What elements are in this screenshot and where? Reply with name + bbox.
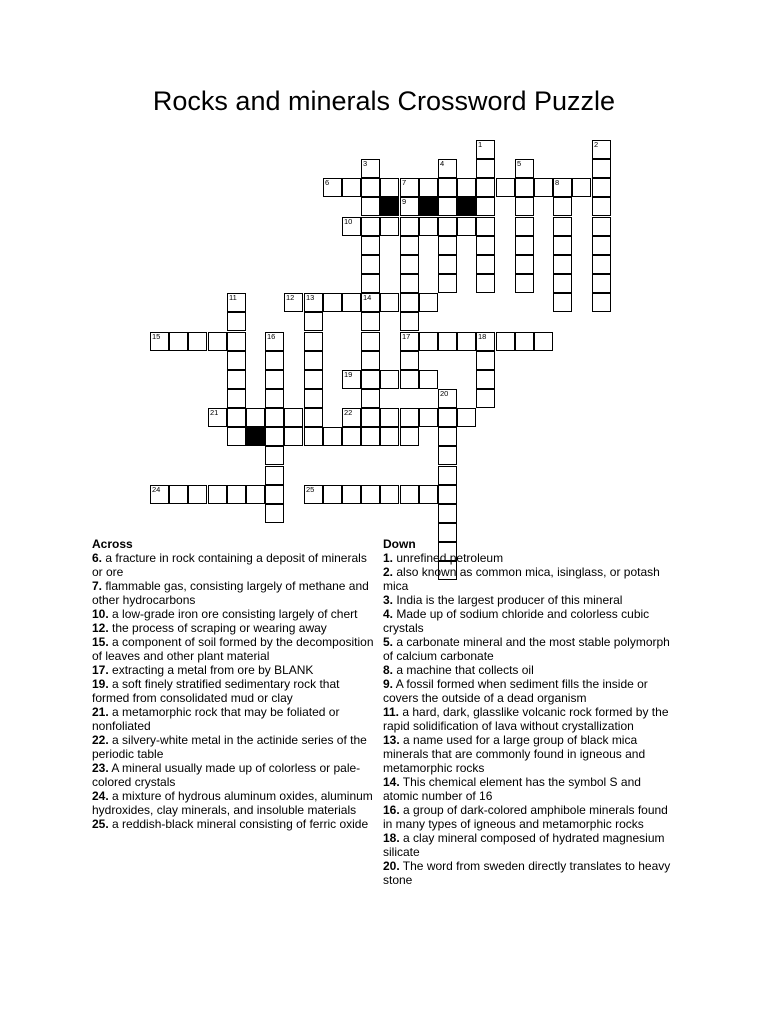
clue-number: 20 [440, 389, 449, 398]
clue-number: 13. [383, 733, 400, 747]
grid-cell[interactable] [592, 140, 611, 159]
grid-cell[interactable] [361, 236, 380, 255]
grid-cell[interactable] [457, 408, 476, 427]
down-clue [383, 663, 679, 677]
clue-text: a carbonate mineral and the most stable polymorph of calcium carbonate [383, 635, 670, 663]
down-clue [383, 831, 679, 859]
clue-text: unrefined petroleum [393, 551, 504, 565]
clue-number: 12 [286, 293, 295, 302]
grid-cell[interactable] [380, 217, 399, 236]
down-clue [383, 677, 679, 705]
grid-cell[interactable] [438, 485, 457, 504]
grid-cell[interactable] [284, 293, 303, 312]
grid-cell[interactable] [304, 485, 323, 504]
grid-cell[interactable] [323, 485, 342, 504]
clue-number: 6 [325, 178, 330, 187]
grid-cell[interactable] [342, 178, 361, 197]
grid-cell[interactable] [400, 312, 419, 331]
clue-number: 16 [267, 332, 276, 341]
grid-cell[interactable] [400, 485, 419, 504]
black-square [419, 197, 438, 216]
grid-cell[interactable] [476, 370, 495, 389]
down-clue [383, 607, 679, 635]
grid-cell[interactable] [342, 427, 361, 446]
clue-text: a silvery-white metal in the actinide series of the periodic table [92, 733, 367, 761]
grid-cell[interactable] [361, 159, 380, 178]
clue-text: a group of dark-colored amphibole minerals found in many types of igneous and metamorphic rocks [383, 803, 668, 831]
grid-cell[interactable] [380, 408, 399, 427]
grid-cell[interactable] [515, 274, 534, 293]
clue-number: 25. [92, 817, 109, 831]
grid-cell[interactable] [227, 408, 246, 427]
across-clue [92, 817, 377, 831]
grid-cell[interactable] [265, 389, 284, 408]
grid-cell[interactable] [380, 370, 399, 389]
grid-cell[interactable] [208, 408, 227, 427]
grid-cell[interactable] [515, 197, 534, 216]
clue-number: 8. [383, 663, 394, 677]
grid-cell[interactable] [380, 178, 399, 197]
clue-number: 22. [92, 733, 109, 747]
grid-cell[interactable] [380, 485, 399, 504]
grid-cell[interactable] [400, 332, 419, 351]
grid-cell[interactable] [323, 427, 342, 446]
grid-cell[interactable] [438, 274, 457, 293]
grid-cell[interactable] [227, 332, 246, 351]
clue-text: a mixture of hydrous aluminum oxides, aluminum hydroxides, clay minerals, and insoluble materials [92, 789, 373, 817]
grid-cell[interactable] [438, 427, 457, 446]
grid-cell[interactable] [553, 236, 572, 255]
clue-number: 11. [383, 705, 400, 719]
clue-number: 8 [555, 178, 560, 187]
black-square [380, 197, 399, 216]
grid-cell[interactable] [265, 466, 284, 485]
grid-cell[interactable] [476, 389, 495, 408]
grid-cell[interactable] [419, 485, 438, 504]
clue-number: 9. [383, 677, 394, 691]
clue-text: a component of soil formed by the decomposition of leaves and other plant material [92, 635, 374, 663]
grid-cell[interactable] [246, 485, 265, 504]
grid-cell[interactable] [476, 274, 495, 293]
clue-number: 16. [383, 803, 400, 817]
grid-cell[interactable] [476, 255, 495, 274]
grid-cell[interactable] [188, 485, 207, 504]
grid-cell[interactable] [227, 312, 246, 331]
clue-number: 4. [383, 607, 394, 621]
clue-number: 18 [478, 332, 487, 341]
grid-cell[interactable] [419, 370, 438, 389]
grid-cell[interactable] [400, 178, 419, 197]
grid-cell[interactable] [496, 178, 515, 197]
grid-cell[interactable] [400, 408, 419, 427]
black-square [457, 197, 476, 216]
clue-text: A fossil formed when sediment fills the inside or covers the outside of a dead organism [383, 677, 648, 705]
clue-text: a machine that collects oil [393, 663, 534, 677]
clue-number: 15. [92, 635, 109, 649]
clue-number: 15 [152, 332, 161, 341]
grid-cell[interactable] [188, 332, 207, 351]
grid-cell[interactable] [361, 485, 380, 504]
grid-cell[interactable] [534, 332, 553, 351]
grid-cell[interactable] [150, 485, 169, 504]
grid-cell[interactable] [592, 236, 611, 255]
clue-number: 5. [383, 635, 394, 649]
clue-number: 21. [92, 705, 109, 719]
grid-cell[interactable] [227, 427, 246, 446]
grid-cell[interactable] [361, 312, 380, 331]
grid-cell[interactable] [438, 217, 457, 236]
clue-number: 23. [92, 761, 109, 775]
across-heading: Across [92, 537, 133, 551]
down-clue [383, 565, 679, 593]
across-clue [92, 551, 377, 579]
grid-cell[interactable] [208, 485, 227, 504]
clue-text: a low-grade iron ore consisting largely of chert [108, 607, 358, 621]
grid-cell[interactable] [592, 217, 611, 236]
grid-cell[interactable] [342, 370, 361, 389]
grid-cell[interactable] [265, 446, 284, 465]
down-clue [383, 551, 679, 565]
clue-number: 25 [306, 485, 315, 494]
clue-number: 17 [402, 332, 411, 341]
grid-cell[interactable] [361, 178, 380, 197]
across-clue [92, 761, 377, 789]
grid-cell[interactable] [419, 408, 438, 427]
clue-text: flammable gas, consisting largely of methane and other hydrocarbons [92, 579, 369, 607]
grid-cell[interactable] [400, 274, 419, 293]
grid-cell[interactable] [515, 236, 534, 255]
clue-number: 11 [229, 293, 237, 302]
grid-cell[interactable] [323, 178, 342, 197]
grid-cell[interactable] [553, 293, 572, 312]
grid-cell[interactable] [400, 351, 419, 370]
grid-cell[interactable] [227, 293, 246, 312]
grid-cell[interactable] [438, 178, 457, 197]
clue-text: A mineral usually made up of colorless or pale-colored crystals [92, 761, 361, 789]
grid-cell[interactable] [265, 427, 284, 446]
grid-cell[interactable] [553, 274, 572, 293]
down-clue [383, 593, 679, 607]
grid-cell[interactable] [515, 159, 534, 178]
grid-cell[interactable] [361, 197, 380, 216]
grid-cell[interactable] [361, 370, 380, 389]
grid-cell[interactable] [361, 408, 380, 427]
across-clue [92, 663, 377, 677]
clue-text: a name used for a large group of black mica minerals that are commonly found in igneous and metamorphic rocks [383, 733, 646, 775]
grid-cell[interactable] [304, 389, 323, 408]
grid-cell[interactable] [419, 178, 438, 197]
clue-number: 14. [383, 775, 400, 789]
grid-cell[interactable] [592, 178, 611, 197]
clue-text: India is the largest producer of this mineral [393, 593, 623, 607]
grid-cell[interactable] [265, 370, 284, 389]
grid-cell[interactable] [592, 197, 611, 216]
clue-number: 24. [92, 789, 109, 803]
grid-cell[interactable] [438, 236, 457, 255]
clue-number: 1. [383, 551, 394, 565]
grid-cell[interactable] [342, 293, 361, 312]
page-title: Rocks and minerals Crossword Puzzle [152, 86, 616, 116]
clue-text: a fracture in rock containing a deposit of minerals or ore [92, 551, 367, 579]
grid-cell[interactable] [572, 178, 591, 197]
grid-cell[interactable] [476, 217, 495, 236]
clue-number: 9 [402, 197, 407, 206]
grid-cell[interactable] [304, 293, 323, 312]
grid-cell[interactable] [380, 293, 399, 312]
grid-cell[interactable] [342, 217, 361, 236]
grid-cell[interactable] [265, 504, 284, 523]
grid-cell[interactable] [400, 370, 419, 389]
grid-cell[interactable] [227, 485, 246, 504]
grid-cell[interactable] [419, 217, 438, 236]
grid-cell[interactable] [553, 255, 572, 274]
clue-number: 18. [383, 831, 400, 845]
grid-cell[interactable] [400, 293, 419, 312]
down-heading: Down [383, 537, 416, 551]
grid-cell[interactable] [515, 255, 534, 274]
clue-number: 3. [383, 593, 394, 607]
grid-cell[interactable] [553, 217, 572, 236]
grid-cell[interactable] [592, 159, 611, 178]
grid-cell[interactable] [515, 178, 534, 197]
across-clue [92, 733, 377, 761]
clue-number: 10. [92, 607, 109, 621]
grid-cell[interactable] [476, 140, 495, 159]
grid-cell[interactable] [438, 504, 457, 523]
grid-cell[interactable] [342, 408, 361, 427]
clue-number: 7 [402, 178, 407, 187]
clue-text: the process of scraping or wearing away [108, 621, 327, 635]
grid-cell[interactable] [419, 293, 438, 312]
grid-cell[interactable] [304, 312, 323, 331]
clue-text: Made up of sodium chloride and colorless cubic crystals [383, 607, 650, 635]
grid-cell[interactable] [438, 197, 457, 216]
grid-cell[interactable] [476, 236, 495, 255]
grid-cell[interactable] [457, 332, 476, 351]
grid-cell[interactable] [304, 332, 323, 351]
down-clue [383, 803, 679, 831]
grid-cell[interactable] [284, 408, 303, 427]
grid-cell[interactable] [169, 485, 188, 504]
clue-number: 5 [517, 159, 522, 168]
clue-text: a metamorphic rock that may be foliated or nonfoliated [92, 705, 340, 733]
clue-text: a hard, dark, glasslike volcanic rock formed by the rapid solidification of lava without crystallization [383, 705, 669, 733]
grid-cell[interactable] [361, 332, 380, 351]
clue-number: 13 [306, 293, 315, 302]
clue-text: a soft finely stratified sedimentary rock that formed from consolidated mud or clay [92, 677, 340, 705]
grid-cell[interactable] [476, 178, 495, 197]
down-clue [383, 635, 679, 663]
grid-cell[interactable] [361, 217, 380, 236]
clue-number: 23 [248, 427, 257, 436]
grid-cell[interactable] [284, 427, 303, 446]
grid-cell[interactable] [227, 370, 246, 389]
clue-number: 6. [92, 551, 103, 565]
grid-cell[interactable] [553, 197, 572, 216]
clue-text: The word from sweden directly translates to heavy stone [383, 859, 671, 887]
grid-cell[interactable] [265, 485, 284, 504]
clue-number: 10 [344, 217, 353, 226]
clue-text: a reddish-black mineral consisting of ferric oxide [108, 817, 369, 831]
grid-cell[interactable] [400, 236, 419, 255]
clue-number: 19 [344, 370, 353, 379]
grid-cell[interactable] [419, 332, 438, 351]
grid-cell[interactable] [400, 217, 419, 236]
clue-number: 1 [478, 140, 483, 149]
clue-number: 24 [152, 485, 161, 494]
grid-cell[interactable] [438, 408, 457, 427]
grid-cell[interactable] [515, 332, 534, 351]
grid-cell[interactable] [400, 427, 419, 446]
clue-text: extracting a metal from ore by BLANK [108, 663, 314, 677]
grid-cell[interactable] [400, 255, 419, 274]
grid-cell[interactable] [342, 485, 361, 504]
grid-cell[interactable] [304, 351, 323, 370]
grid-cell[interactable] [438, 255, 457, 274]
grid-cell[interactable] [323, 293, 342, 312]
grid-cell[interactable] [592, 274, 611, 293]
clue-text: This chemical element has the symbol S and atomic number of 16 [383, 775, 641, 803]
grid-cell[interactable] [476, 332, 495, 351]
grid-cell[interactable] [265, 332, 284, 351]
grid-cell[interactable] [457, 217, 476, 236]
grid-cell[interactable] [438, 466, 457, 485]
grid-cell[interactable] [150, 332, 169, 351]
grid-cell[interactable] [476, 351, 495, 370]
clue-number: 2 [594, 140, 599, 149]
black-square [246, 427, 265, 446]
grid-cell[interactable] [380, 427, 399, 446]
clue-number: 17. [92, 663, 109, 677]
grid-cell[interactable] [400, 197, 419, 216]
across-clue [92, 705, 377, 733]
grid-cell[interactable] [496, 332, 515, 351]
grid-cell[interactable] [304, 370, 323, 389]
grid-cell[interactable] [361, 255, 380, 274]
across-clue [92, 607, 377, 621]
grid-cell[interactable] [592, 293, 611, 312]
grid-cell[interactable] [457, 178, 476, 197]
clue-number: 4 [440, 159, 445, 168]
grid-cell[interactable] [361, 351, 380, 370]
clue-number: 19. [92, 677, 109, 691]
grid-cell[interactable] [438, 332, 457, 351]
clue-number: 22 [344, 408, 353, 417]
grid-cell[interactable] [534, 178, 553, 197]
grid-cell[interactable] [169, 332, 188, 351]
grid-cell[interactable] [304, 427, 323, 446]
grid-cell[interactable] [361, 293, 380, 312]
grid-cell[interactable] [361, 389, 380, 408]
grid-cell[interactable] [265, 408, 284, 427]
grid-cell[interactable] [476, 197, 495, 216]
grid-cell[interactable] [476, 159, 495, 178]
clue-number: 2. [383, 565, 394, 579]
grid-cell[interactable] [361, 427, 380, 446]
grid-cell[interactable] [438, 446, 457, 465]
across-clue [92, 579, 377, 607]
clue-number: 20. [383, 859, 400, 873]
grid-cell[interactable] [438, 389, 457, 408]
clue-text: a clay mineral composed of hydrated magnesium silicate [383, 831, 665, 859]
grid-cell[interactable] [438, 159, 457, 178]
grid-cell[interactable] [208, 332, 227, 351]
down-clues [383, 537, 679, 887]
grid-cell[interactable] [227, 389, 246, 408]
down-clue [383, 775, 679, 803]
clue-number: 7. [92, 579, 103, 593]
across-clues [92, 537, 377, 831]
clue-number: 3 [363, 159, 368, 168]
down-clue [383, 705, 679, 733]
clue-number: 12. [92, 621, 109, 635]
down-clue [383, 733, 679, 775]
grid-cell[interactable] [304, 408, 323, 427]
across-clue [92, 635, 377, 663]
grid-cell[interactable] [246, 408, 265, 427]
grid-cell[interactable] [515, 217, 534, 236]
grid-cell[interactable] [361, 274, 380, 293]
across-clue [92, 789, 377, 817]
grid-cell[interactable] [227, 351, 246, 370]
clue-text: also known as common mica, isinglass, or potash mica [383, 565, 660, 593]
grid-cell[interactable] [592, 255, 611, 274]
clue-number: 21 [210, 408, 219, 417]
clue-number: 14 [363, 293, 372, 302]
across-clue [92, 621, 377, 635]
down-clue [383, 859, 679, 887]
grid-cell[interactable] [265, 351, 284, 370]
across-clue [92, 677, 377, 705]
grid-cell[interactable] [553, 178, 572, 197]
